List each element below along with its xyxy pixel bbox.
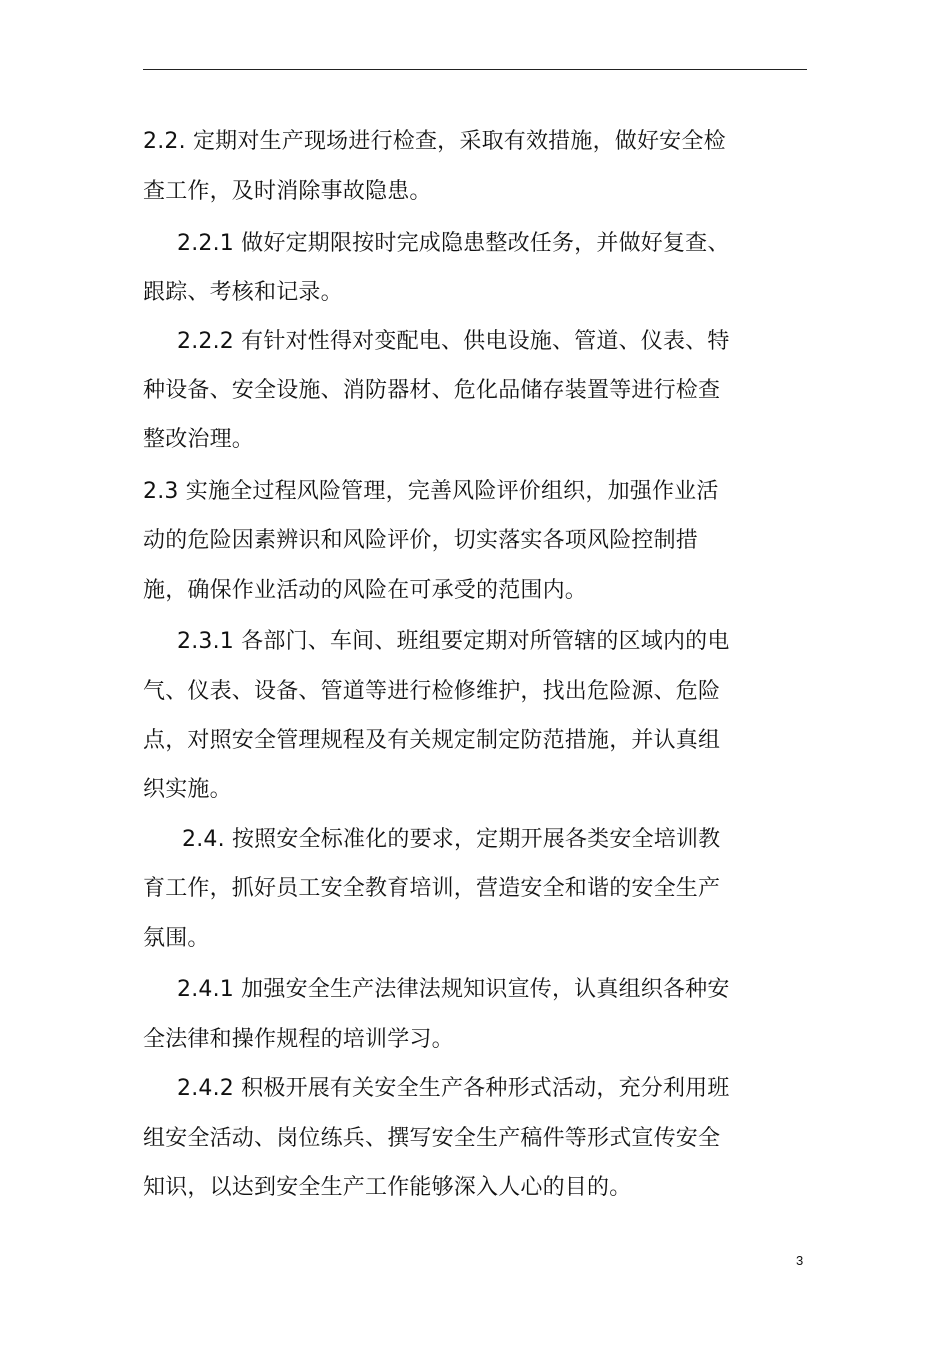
text-line: 2.4. 按照安全标准化的要求，定期开展各类安全培训教	[182, 827, 721, 852]
text-line: 整改治理。	[143, 427, 255, 452]
page-number: 3	[796, 1253, 804, 1268]
header-rule	[143, 69, 807, 70]
text-line: 2.3 实施全过程风险管理，完善风险评价组织，加强作业活	[143, 479, 719, 504]
text-line: 全法律和操作规程的培训学习。	[143, 1027, 454, 1052]
text-line: 跟踪、考核和记录。	[143, 280, 343, 305]
text-line: 查工作，及时消除事故隐患。	[143, 179, 432, 204]
text-line: 氛围。	[143, 926, 210, 951]
text-line: 2.3.1 各部门、车间、班组要定期对所管辖的区域内的电	[177, 629, 730, 654]
text-line: 点，对照安全管理规程及有关规定制定防范措施，并认真组	[143, 728, 721, 753]
text-line: 2.2.1 做好定期限按时完成隐患整改任务，并做好复查、	[177, 231, 730, 256]
text-line: 2.2.2 有针对性得对变配电、供电设施、管道、仪表、特	[177, 329, 730, 354]
text-line: 知识，以达到安全生产工作能够深入人心的目的。	[143, 1175, 632, 1200]
text-line: 种设备、安全设施、消防器材、危化品储存装置等进行检查	[143, 378, 721, 403]
text-line: 2.4.1 加强安全生产法律法规知识宣传，认真组织各种安	[177, 977, 730, 1002]
text-line: 施，确保作业活动的风险在可承受的范围内。	[143, 578, 588, 603]
text-line: 2.2. 定期对生产现场进行检查，采取有效措施，做好安全检	[143, 129, 726, 154]
text-line: 织实施。	[143, 777, 232, 802]
text-line: 动的危险因素辨识和风险评价，切实落实各项风险控制措	[143, 528, 699, 553]
text-line: 气、仪表、设备、管道等进行检修维护，找出危险源、危险	[143, 679, 721, 704]
text-line: 组安全活动、岗位练兵、撰写安全生产稿件等形式宣传安全	[143, 1126, 721, 1151]
text-line: 育工作，抓好员工安全教育培训，营造安全和谐的安全生产	[143, 876, 721, 901]
text-line: 2.4.2 积极开展有关安全生产各种形式活动，充分利用班	[177, 1076, 730, 1101]
